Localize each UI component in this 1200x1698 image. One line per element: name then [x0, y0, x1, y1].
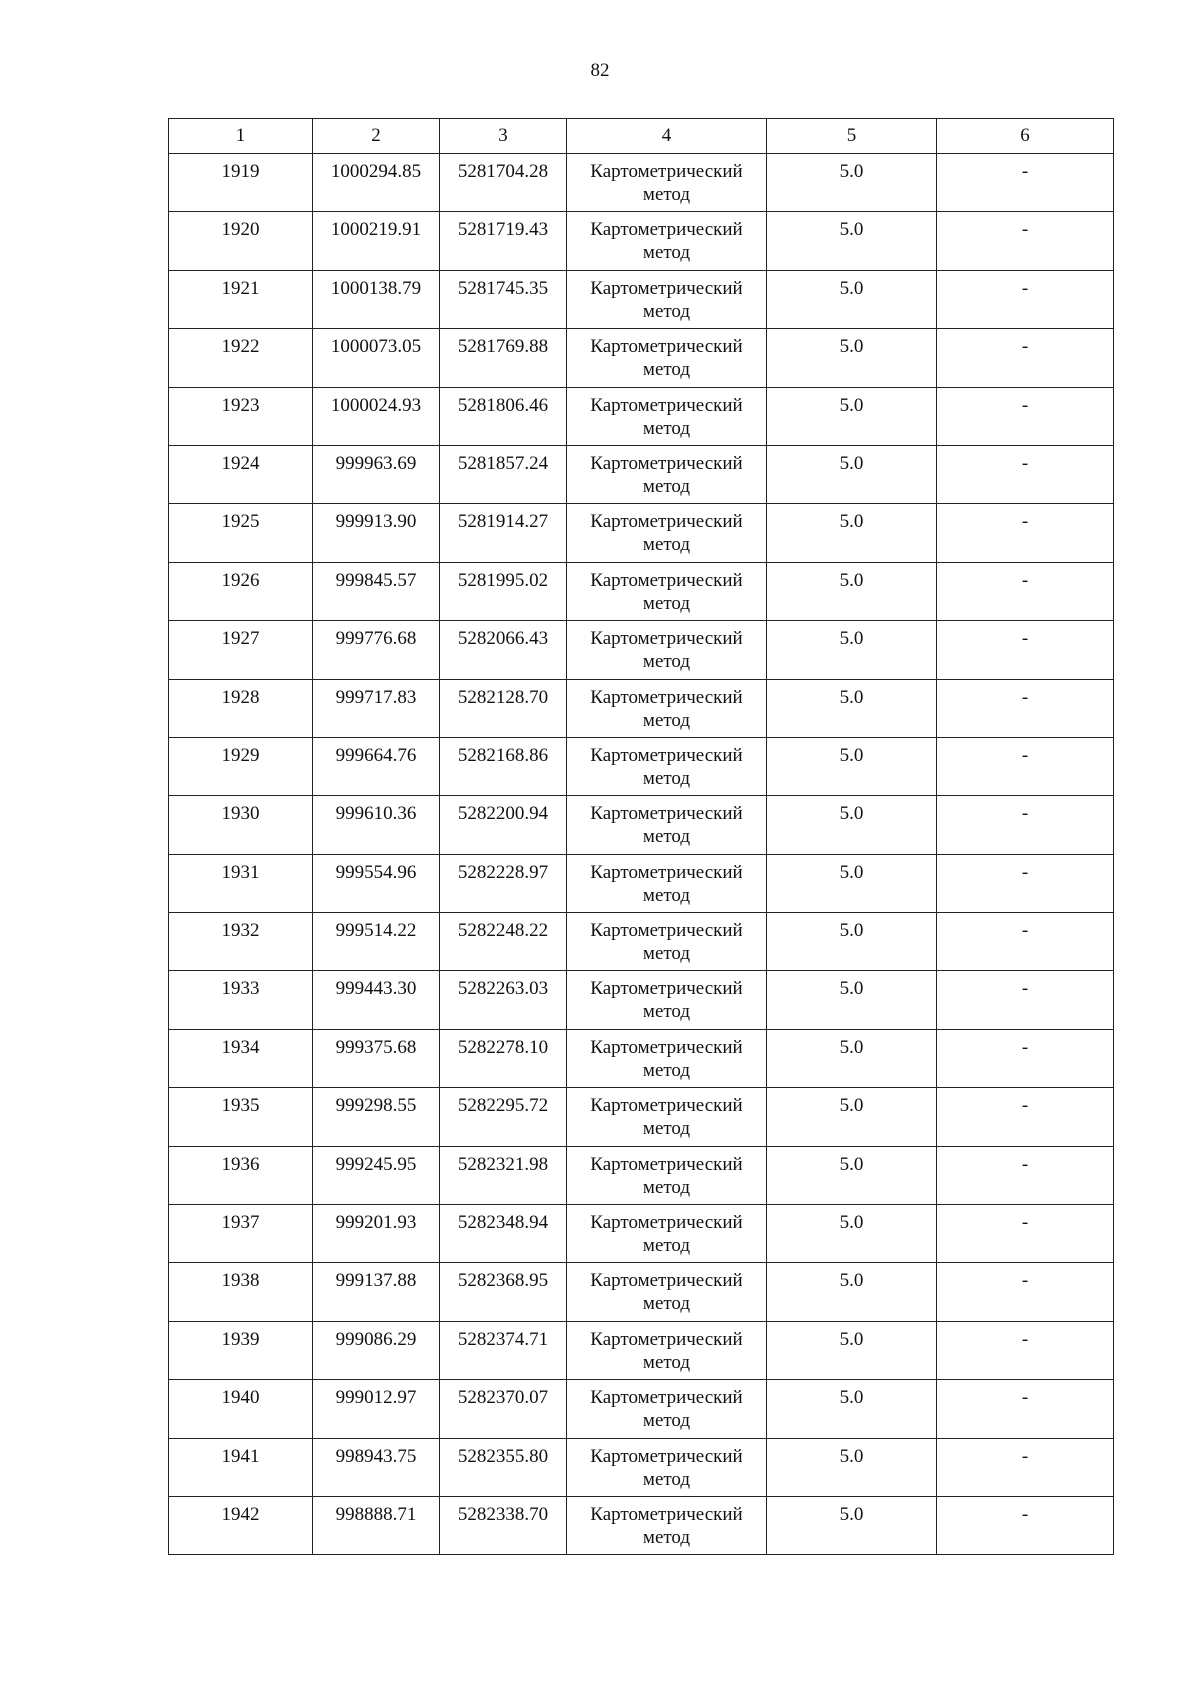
point-cell: 1941	[169, 1438, 313, 1496]
coordinates-table	[168, 118, 1114, 1555]
accuracy-cell: 5.0	[767, 562, 937, 620]
note-cell: -	[937, 445, 1114, 503]
y-coordinate-cell: 5281704.28	[440, 154, 567, 212]
accuracy-cell: 5.0	[767, 854, 937, 912]
column-header-1: 1	[169, 119, 313, 154]
x-coordinate-cell: 1000138.79	[313, 270, 440, 328]
accuracy-cell: 5.0	[767, 504, 937, 562]
accuracy-cell: 5.0	[767, 971, 937, 1029]
method-cell: Картометрический метод	[567, 387, 767, 445]
point-cell: 1929	[169, 737, 313, 795]
point-cell: 1933	[169, 971, 313, 1029]
y-coordinate-cell: 5281806.46	[440, 387, 567, 445]
page-number: 82	[590, 60, 610, 81]
note-cell: -	[937, 387, 1114, 445]
table-row	[169, 1146, 1114, 1204]
x-coordinate-cell: 999298.55	[313, 1088, 440, 1146]
column-header-6: 6	[937, 119, 1114, 154]
note-cell: -	[937, 212, 1114, 270]
accuracy-cell: 5.0	[767, 1263, 937, 1321]
note-cell: -	[937, 796, 1114, 854]
accuracy-cell: 5.0	[767, 1088, 937, 1146]
y-coordinate-cell: 5282370.07	[440, 1380, 567, 1438]
point-cell: 1920	[169, 212, 313, 270]
y-coordinate-cell: 5281857.24	[440, 445, 567, 503]
x-coordinate-cell: 999443.30	[313, 971, 440, 1029]
point-cell: 1934	[169, 1029, 313, 1087]
point-cell: 1919	[169, 154, 313, 212]
table-row	[169, 1438, 1114, 1496]
y-coordinate-cell: 5282248.22	[440, 913, 567, 971]
x-coordinate-cell: 999845.57	[313, 562, 440, 620]
method-cell: Картометрический метод	[567, 1205, 767, 1263]
x-coordinate-cell: 1000024.93	[313, 387, 440, 445]
accuracy-cell: 5.0	[767, 1496, 937, 1554]
y-coordinate-cell: 5282128.70	[440, 679, 567, 737]
table-row	[169, 679, 1114, 737]
accuracy-cell: 5.0	[767, 796, 937, 854]
method-cell: Картометрический метод	[567, 154, 767, 212]
y-coordinate-cell: 5281995.02	[440, 562, 567, 620]
method-cell: Картометрический метод	[567, 1321, 767, 1379]
point-cell: 1940	[169, 1380, 313, 1438]
note-cell: -	[937, 562, 1114, 620]
method-cell: Картометрический метод	[567, 270, 767, 328]
table-row	[169, 913, 1114, 971]
accuracy-cell: 5.0	[767, 329, 937, 387]
accuracy-cell: 5.0	[767, 154, 937, 212]
column-header-2: 2	[313, 119, 440, 154]
note-cell: -	[937, 270, 1114, 328]
method-cell: Картометрический метод	[567, 504, 767, 562]
point-cell: 1932	[169, 913, 313, 971]
accuracy-cell: 5.0	[767, 913, 937, 971]
column-header-3: 3	[440, 119, 567, 154]
x-coordinate-cell: 999717.83	[313, 679, 440, 737]
x-coordinate-cell: 999776.68	[313, 621, 440, 679]
method-cell: Картометрический метод	[567, 1380, 767, 1438]
y-coordinate-cell: 5282295.72	[440, 1088, 567, 1146]
x-coordinate-cell: 999375.68	[313, 1029, 440, 1087]
table-body	[169, 154, 1114, 1555]
y-coordinate-cell: 5282228.97	[440, 854, 567, 912]
point-cell: 1923	[169, 387, 313, 445]
x-coordinate-cell: 998888.71	[313, 1496, 440, 1554]
point-cell: 1924	[169, 445, 313, 503]
column-header-5: 5	[767, 119, 937, 154]
accuracy-cell: 5.0	[767, 737, 937, 795]
table-header-row	[169, 119, 1114, 154]
method-cell: Картометрический метод	[567, 679, 767, 737]
accuracy-cell: 5.0	[767, 445, 937, 503]
x-coordinate-cell: 999913.90	[313, 504, 440, 562]
x-coordinate-cell: 999245.95	[313, 1146, 440, 1204]
point-cell: 1928	[169, 679, 313, 737]
method-cell: Картометрический метод	[567, 1088, 767, 1146]
method-cell: Картометрический метод	[567, 1496, 767, 1554]
note-cell: -	[937, 154, 1114, 212]
point-cell: 1931	[169, 854, 313, 912]
point-cell: 1936	[169, 1146, 313, 1204]
y-coordinate-cell: 5281719.43	[440, 212, 567, 270]
method-cell: Картометрический метод	[567, 1263, 767, 1321]
x-coordinate-cell: 1000073.05	[313, 329, 440, 387]
table-row	[169, 737, 1114, 795]
note-cell: -	[937, 621, 1114, 679]
note-cell: -	[937, 1380, 1114, 1438]
x-coordinate-cell: 1000219.91	[313, 212, 440, 270]
accuracy-cell: 5.0	[767, 212, 937, 270]
accuracy-cell: 5.0	[767, 270, 937, 328]
point-cell: 1927	[169, 621, 313, 679]
accuracy-cell: 5.0	[767, 1438, 937, 1496]
y-coordinate-cell: 5281914.27	[440, 504, 567, 562]
table-row	[169, 854, 1114, 912]
note-cell: -	[937, 1496, 1114, 1554]
note-cell: -	[937, 1029, 1114, 1087]
note-cell: -	[937, 679, 1114, 737]
method-cell: Картометрический метод	[567, 445, 767, 503]
x-coordinate-cell: 999963.69	[313, 445, 440, 503]
y-coordinate-cell: 5282368.95	[440, 1263, 567, 1321]
accuracy-cell: 5.0	[767, 679, 937, 737]
y-coordinate-cell: 5282374.71	[440, 1321, 567, 1379]
x-coordinate-cell: 999137.88	[313, 1263, 440, 1321]
table-row	[169, 1205, 1114, 1263]
point-cell: 1930	[169, 796, 313, 854]
accuracy-cell: 5.0	[767, 1380, 937, 1438]
x-coordinate-cell: 999610.36	[313, 796, 440, 854]
note-cell: -	[937, 1263, 1114, 1321]
x-coordinate-cell: 999554.96	[313, 854, 440, 912]
table-row	[169, 562, 1114, 620]
table-row	[169, 1380, 1114, 1438]
accuracy-cell: 5.0	[767, 1146, 937, 1204]
note-cell: -	[937, 1088, 1114, 1146]
note-cell: -	[937, 504, 1114, 562]
accuracy-cell: 5.0	[767, 387, 937, 445]
point-cell: 1938	[169, 1263, 313, 1321]
note-cell: -	[937, 854, 1114, 912]
x-coordinate-cell: 999012.97	[313, 1380, 440, 1438]
note-cell: -	[937, 1321, 1114, 1379]
table-row	[169, 270, 1114, 328]
point-cell: 1921	[169, 270, 313, 328]
table-row	[169, 621, 1114, 679]
method-cell: Картометрический метод	[567, 1029, 767, 1087]
column-header-4: 4	[567, 119, 767, 154]
method-cell: Картометрический метод	[567, 913, 767, 971]
accuracy-cell: 5.0	[767, 621, 937, 679]
method-cell: Картометрический метод	[567, 854, 767, 912]
table-row	[169, 1263, 1114, 1321]
note-cell: -	[937, 1438, 1114, 1496]
y-coordinate-cell: 5282355.80	[440, 1438, 567, 1496]
table-row	[169, 212, 1114, 270]
point-cell: 1939	[169, 1321, 313, 1379]
y-coordinate-cell: 5282321.98	[440, 1146, 567, 1204]
y-coordinate-cell: 5282200.94	[440, 796, 567, 854]
y-coordinate-cell: 5281745.35	[440, 270, 567, 328]
table-row	[169, 154, 1114, 212]
method-cell: Картометрический метод	[567, 796, 767, 854]
method-cell: Картометрический метод	[567, 737, 767, 795]
method-cell: Картометрический метод	[567, 329, 767, 387]
y-coordinate-cell: 5282263.03	[440, 971, 567, 1029]
x-coordinate-cell: 998943.75	[313, 1438, 440, 1496]
note-cell: -	[937, 329, 1114, 387]
table-row	[169, 445, 1114, 503]
x-coordinate-cell: 999664.76	[313, 737, 440, 795]
y-coordinate-cell: 5282168.86	[440, 737, 567, 795]
method-cell: Картометрический метод	[567, 971, 767, 1029]
method-cell: Картометрический метод	[567, 1438, 767, 1496]
x-coordinate-cell: 999514.22	[313, 913, 440, 971]
table-row	[169, 1496, 1114, 1554]
y-coordinate-cell: 5282066.43	[440, 621, 567, 679]
point-cell: 1935	[169, 1088, 313, 1146]
point-cell: 1942	[169, 1496, 313, 1554]
accuracy-cell: 5.0	[767, 1029, 937, 1087]
x-coordinate-cell: 1000294.85	[313, 154, 440, 212]
table-row	[169, 1321, 1114, 1379]
x-coordinate-cell: 999201.93	[313, 1205, 440, 1263]
point-cell: 1937	[169, 1205, 313, 1263]
table-row	[169, 1088, 1114, 1146]
table-row	[169, 971, 1114, 1029]
y-coordinate-cell: 5281769.88	[440, 329, 567, 387]
note-cell: -	[937, 737, 1114, 795]
accuracy-cell: 5.0	[767, 1205, 937, 1263]
method-cell: Картометрический метод	[567, 621, 767, 679]
y-coordinate-cell: 5282348.94	[440, 1205, 567, 1263]
point-cell: 1926	[169, 562, 313, 620]
table-row	[169, 796, 1114, 854]
note-cell: -	[937, 971, 1114, 1029]
note-cell: -	[937, 1146, 1114, 1204]
y-coordinate-cell: 5282278.10	[440, 1029, 567, 1087]
method-cell: Картометрический метод	[567, 212, 767, 270]
point-cell: 1925	[169, 504, 313, 562]
table-row	[169, 329, 1114, 387]
method-cell: Картометрический метод	[567, 1146, 767, 1204]
accuracy-cell: 5.0	[767, 1321, 937, 1379]
table-row	[169, 387, 1114, 445]
y-coordinate-cell: 5282338.70	[440, 1496, 567, 1554]
note-cell: -	[937, 913, 1114, 971]
table-row	[169, 1029, 1114, 1087]
method-cell: Картометрический метод	[567, 562, 767, 620]
point-cell: 1922	[169, 329, 313, 387]
note-cell: -	[937, 1205, 1114, 1263]
x-coordinate-cell: 999086.29	[313, 1321, 440, 1379]
table-row	[169, 504, 1114, 562]
